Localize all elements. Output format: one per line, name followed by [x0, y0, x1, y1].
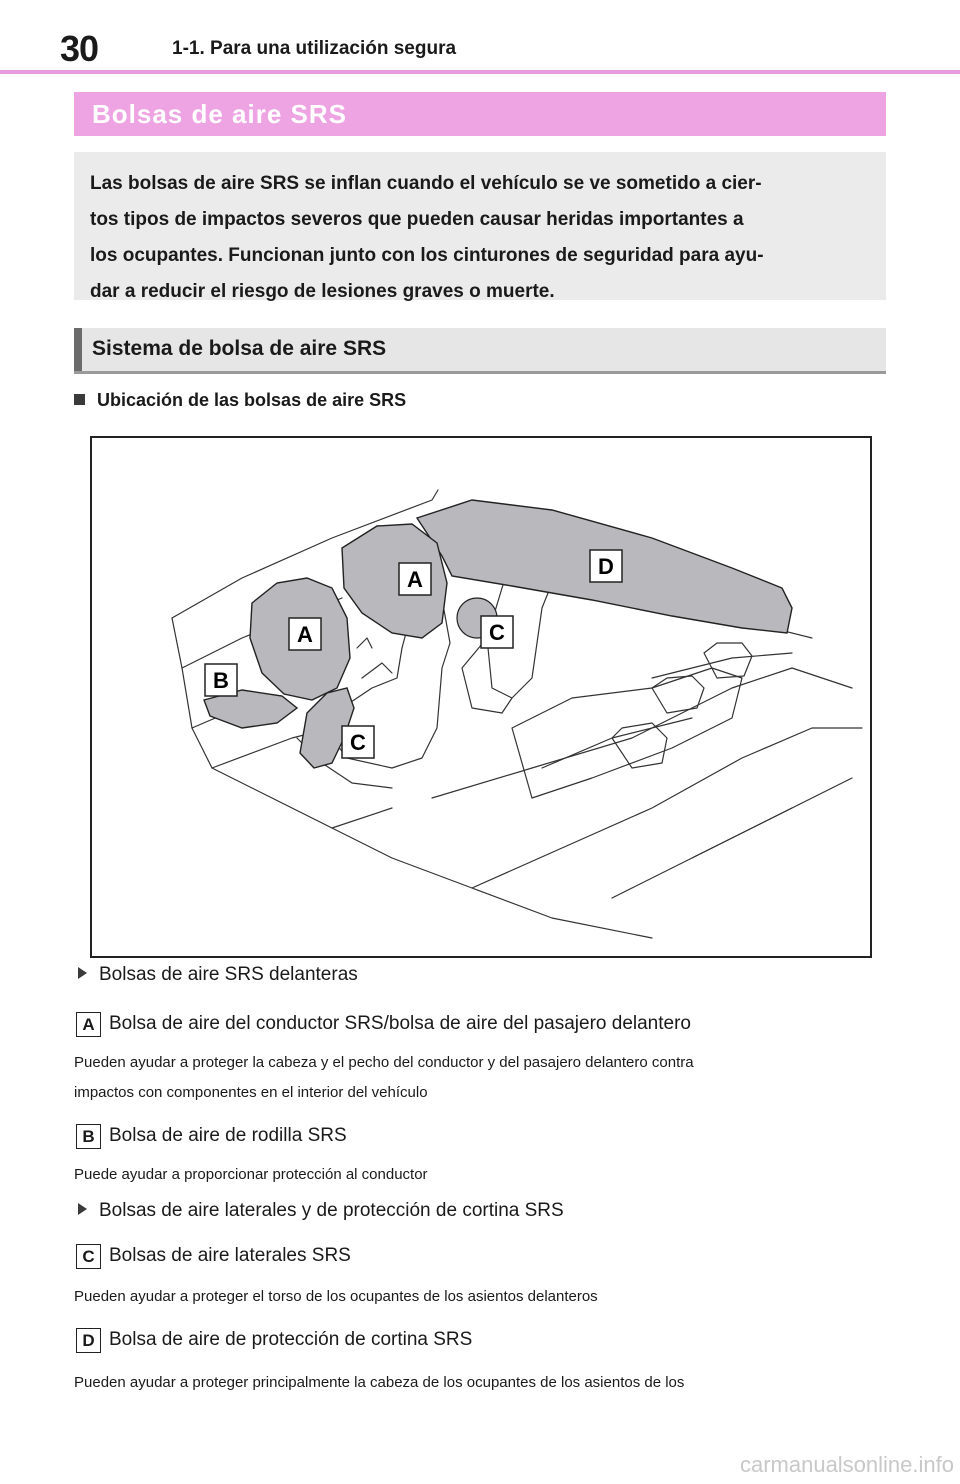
arrow-bullet-icon [78, 1203, 87, 1215]
callout-a-passenger: A [407, 567, 423, 592]
item-c-title: Bolsas de aire laterales SRS [109, 1245, 351, 1266]
callout-d: D [598, 554, 614, 579]
group-front [78, 964, 358, 986]
callout-c-passenger: C [489, 620, 505, 645]
subheading-text: Ubicación de las bolsas de aire SRS [97, 390, 407, 410]
group-side [78, 1200, 564, 1222]
section-tab [74, 328, 82, 371]
item-c [76, 1244, 351, 1269]
item-b [76, 1124, 347, 1149]
title-band-text: Bolsas de aire SRS [92, 99, 347, 129]
watermark: carmanualsonline.info [739, 1452, 954, 1477]
callout-b: B [213, 668, 229, 693]
section-title: Sistema de bolsa de aire SRS [92, 337, 387, 360]
item-a-desc-2: impactos con componentes en el interior del vehículo [74, 1084, 428, 1101]
item-d-title: Bolsa de aire de protección de cortina SRS [109, 1329, 473, 1350]
label-box-b: B [76, 1124, 101, 1149]
item-c-desc: Pueden ayudar a proteger el torso de los ocupantes de los asientos delanteros [74, 1288, 598, 1305]
label-box-c: C [76, 1244, 101, 1269]
group-front-label: Bolsas de aire SRS delanteras [99, 964, 358, 985]
group-side-label: Bolsas de aire laterales y de protección de cortina SRS [99, 1200, 564, 1221]
intro-line: los ocupantes. Funcionan junto con los cinturones de seguridad para ayu- [90, 245, 764, 266]
chapter-title: 1-1. Para una utilización segura [172, 38, 457, 59]
item-b-desc: Puede ayudar a proporcionar protección al conductor [74, 1166, 428, 1183]
section-bar [74, 328, 886, 374]
intro-box [74, 152, 886, 300]
title-band [74, 92, 886, 136]
callout-c-driver: C [350, 730, 366, 755]
label-box-a: A [76, 1012, 101, 1037]
page-number: 30 [60, 28, 99, 69]
item-a-desc-1: Pueden ayudar a proteger la cabeza y el pecho del conductor y del pasajero delantero contra [74, 1054, 694, 1071]
airbag-figure [90, 436, 872, 958]
item-a-title: Bolsa de aire del conductor SRS/bolsa de aire del pasajero delantero [109, 1013, 691, 1034]
intro-line: dar a reducir el riesgo de lesiones graves o muerte. [90, 281, 555, 302]
callout-a-driver: A [297, 622, 313, 647]
item-b-title: Bolsa de aire de rodilla SRS [109, 1125, 347, 1146]
arrow-bullet-icon [78, 967, 87, 979]
item-d-desc: Pueden ayudar a proteger principalmente la cabeza de los ocupantes de los asientos de los [74, 1374, 685, 1391]
header-rule [0, 70, 960, 74]
label-box-d: D [76, 1328, 101, 1353]
intro-line: tos tipos de impactos severos que pueden causar heridas importantes a [90, 209, 744, 230]
item-d [76, 1328, 472, 1353]
item-a [76, 1012, 691, 1037]
subheading [74, 390, 406, 411]
car-interior-illustration [92, 438, 870, 956]
square-bullet-icon [74, 394, 85, 405]
intro-line: Las bolsas de aire SRS se inflan cuando el vehículo se ve sometido a cier- [90, 173, 762, 194]
